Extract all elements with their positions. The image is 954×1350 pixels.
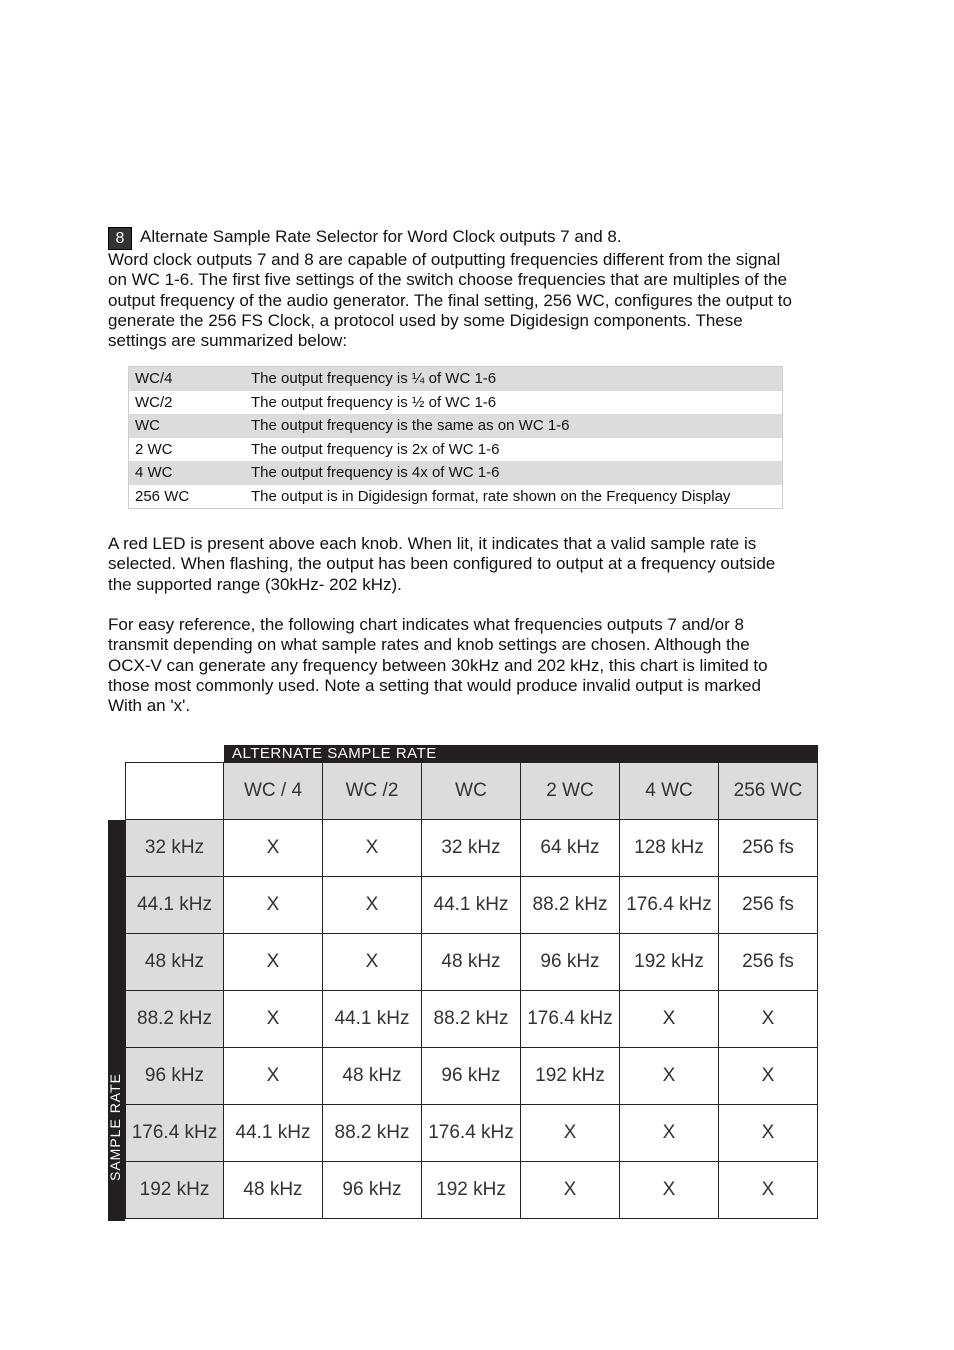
setting-key: WC/2 [135,393,173,411]
settings-row [129,391,783,415]
reference-line: those most commonly used. Note a setting that would produce invalid output is marked [108,675,761,695]
grid-cell: X [719,991,818,1048]
column-header: WC / 4 [224,763,323,820]
grid-row [126,934,818,991]
column-header: WC [422,763,521,820]
reference-line: OCX-V can generate any frequency between 30kHz and 202 kHz, this chart is limited to [108,655,768,675]
row-header: 48 kHz [126,934,224,991]
section-number-badge: 8 [108,227,132,250]
setting-description: The output is in Digidesign format, rate shown on the Frequency Display [251,487,731,505]
grid-cell: 256 fs [719,934,818,991]
grid-cell: X [620,1162,719,1219]
grid-cell: X [521,1162,620,1219]
settings-row [129,367,783,391]
grid-row [126,1162,818,1219]
grid-cell: 64 kHz [521,820,620,877]
grid-cell: 176.4 kHz [620,877,719,934]
setting-key: WC/4 [129,367,246,391]
intro-line: Word clock outputs 7 and 8 are capable of outputting frequencies different from the signal [108,250,781,269]
grid-cell: 88.2 kHz [323,1105,422,1162]
grid-cell: 256 fs [719,820,818,877]
sample-rate-side-label: SAMPLE RATE [107,1073,123,1181]
settings-row [129,485,783,509]
grid-cell: X [224,934,323,991]
grid-cell: X [224,1048,323,1105]
row-header: 32 kHz [126,820,224,877]
grid-cell: 176.4 kHz [422,1105,521,1162]
grid-cell: 44.1 kHz [422,877,521,934]
grid-row [126,991,818,1048]
intro-line: on WC 1-6. The first five settings of the switch choose frequencies that are multiples of the [108,270,788,290]
grid-cell: X [323,934,422,991]
settings-row [129,461,783,485]
alternate-sample-rate-header: ALTERNATE SAMPLE RATE [224,745,818,762]
setting-description: The output frequency is the same as on WC 1-6 [245,414,783,438]
setting-key: 4 WC [129,461,246,485]
intro-line: generate the 256 FS Clock, a protocol used by some Digidesign components. These [108,310,743,330]
settings-row [129,414,783,438]
intro-line: output frequency of the audio generator. The final setting, 256 WC, configures the output to [108,290,792,310]
led-line: the supported range (30kHz- 202 kHz). [108,574,402,594]
grid-cell: 88.2 kHz [422,991,521,1048]
row-header: 192 kHz [126,1162,224,1219]
settings-row [129,438,783,462]
setting-description: The output frequency is ½ of WC 1-6 [251,393,497,411]
grid-cell: 32 kHz [422,820,521,877]
intro-line: settings are summarized below: [108,331,348,351]
grid-cell: X [323,820,422,877]
reference-line: For easy reference, the following chart indicates what frequencies outputs 7 and/or 8 [108,615,744,634]
grid-cell: X [620,1048,719,1105]
grid-cell: X [719,1162,818,1219]
settings-table [128,366,783,509]
grid-corner-cell [126,763,224,820]
grid-cell: 128 kHz [620,820,719,877]
section-heading [108,227,622,250]
grid-cell: 96 kHz [323,1162,422,1219]
grid-cell: 96 kHz [521,934,620,991]
reference-line: With an 'x'. [108,696,191,716]
grid-cell: X [224,877,323,934]
section-title: Alternate Sample Rate Selector for Word Clock outputs 7 and 8. [140,227,622,246]
grid-row [126,1048,818,1105]
column-header: 256 WC [719,763,818,820]
grid-cell: 176.4 kHz [521,991,620,1048]
frequency-grid [125,762,818,1219]
grid-cell: X [719,1105,818,1162]
grid-cell: X [521,1105,620,1162]
reference-paragraph [108,615,848,716]
row-header: 96 kHz [126,1048,224,1105]
grid-row [126,1105,818,1162]
setting-key: 256 WC [135,487,190,505]
reference-line: transmit depending on what sample rates and knob settings are chosen. Although the [108,635,750,655]
grid-cell: 256 fs [719,877,818,934]
grid-row [126,820,818,877]
row-header: 176.4 kHz [126,1105,224,1162]
grid-cell: 44.1 kHz [323,991,422,1048]
grid-cell: 192 kHz [521,1048,620,1105]
grid-header-row [126,763,818,820]
row-header: 88.2 kHz [126,991,224,1048]
grid-cell: X [224,820,323,877]
grid-cell: 48 kHz [224,1162,323,1219]
led-line: selected. When flashing, the output has been configured to output at a frequency outside [108,554,776,574]
grid-cell: 96 kHz [422,1048,521,1105]
setting-description: The output frequency is ¼ of WC 1-6 [245,367,783,391]
row-header: 44.1 kHz [126,877,224,934]
column-header: 4 WC [620,763,719,820]
grid-cell: 48 kHz [422,934,521,991]
grid-cell: X [323,877,422,934]
column-header: WC /2 [323,763,422,820]
led-line: A red LED is present above each knob. When lit, it indicates that a valid sample rate is [108,534,757,553]
grid-cell: 44.1 kHz [224,1105,323,1162]
setting-description: The output frequency is 2x of WC 1-6 [251,440,500,458]
grid-cell: 192 kHz [620,934,719,991]
intro-paragraph [108,250,848,351]
led-paragraph [108,534,848,595]
grid-cell: X [719,1048,818,1105]
sample-rate-chart [108,745,818,1221]
grid-cell: 192 kHz [422,1162,521,1219]
setting-description: The output frequency is 4x of WC 1-6 [245,461,783,485]
grid-cell: 48 kHz [323,1048,422,1105]
grid-cell: X [620,991,719,1048]
grid-cell: X [224,991,323,1048]
setting-key: 2 WC [135,440,173,458]
column-header: 2 WC [521,763,620,820]
grid-row [126,877,818,934]
grid-cell: 88.2 kHz [521,877,620,934]
grid-cell: X [620,1105,719,1162]
setting-key: WC [129,414,246,438]
